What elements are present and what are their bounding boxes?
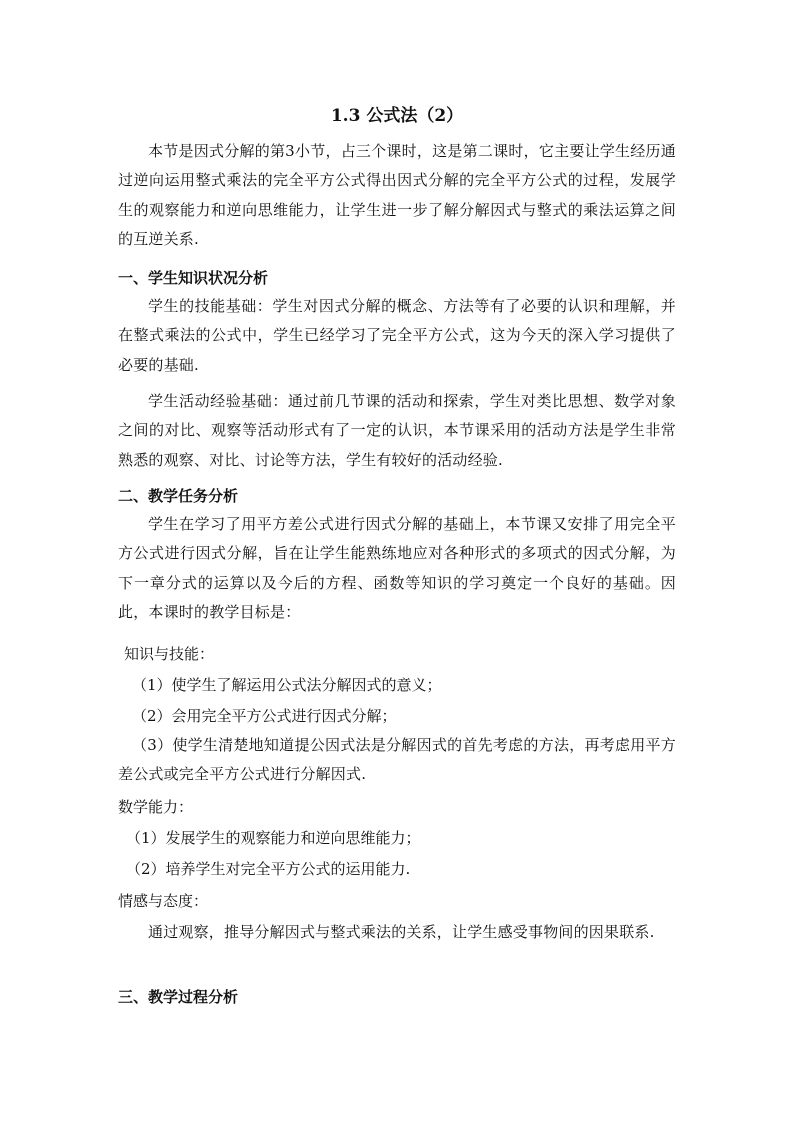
emotion-goal-paragraph: 通过观察，推导分解因式与整式乘法的关系，让学生感受事物间的因果联系.	[148, 923, 655, 941]
math-ability-goal-1: （1）发展学生的观察能力和逆向思维能力；	[126, 829, 421, 847]
section3-heading: 三、教学过程分析	[118, 988, 239, 1006]
section1-heading: 一、学生知识状况分析	[118, 269, 269, 287]
knowledge-skills-label: 知识与技能：	[124, 645, 215, 663]
math-ability-goal-2: （2）培养学生对完全平方公式的运用能力.	[126, 860, 411, 878]
activity-experience-paragraph: 学生活动经验基础：通过前几节课的活动和探索，学生对类比思想、数学对象之间的对比、观察等活动形式有了一定的认识，本节课采用的活动方法是学生非常熟悉的观察、对比、讨论等方法，学生有较好的活动经验.	[118, 392, 676, 469]
section2-heading: 二、教学任务分析	[118, 487, 239, 505]
knowledge-goal-3: （3）使学生清楚地知道提公因式法是分解因式的首先考虑的方法，再考虑用平方差公式或完全平方公式进行分解因式.	[118, 736, 676, 784]
skill-foundation-paragraph: 学生的技能基础：学生对因式分解的概念、方法等有了必要的认识和理解，并在整式乘法的公式中，学生已经学习了完全平方公式，这为今天的深入学习提供了必要的基础.	[118, 297, 676, 374]
document-title: 1.3 公式法（2）	[330, 106, 464, 126]
knowledge-goal-2: （2）会用完全平方公式进行因式分解；	[132, 707, 397, 725]
intro-paragraph: 本节是因式分解的第3小节，占三个课时，这是第二课时，它主要让学生经历通过逆向运用整式乘法的完全平方公式得出因式分解的完全平方公式的过程，发展学生的观察能力和逆向思维能力，让学生进一步了解分解因式与整式的乘法运算之间的互逆关系.	[118, 142, 676, 249]
knowledge-goal-1: （1）使学生了解运用公式法分解因式的意义；	[132, 676, 442, 694]
math-ability-label: 数学能力：	[118, 798, 194, 816]
task-analysis-paragraph: 学生在学习了用平方差公式进行因式分解的基础上，本节课又安排了用完全平方公式进行因式分解，旨在让学生能熟练地应对各种形式的多项式的因式分解，为下一章分式的运算以及今后的方程、函数等知识的学习奠定一个良好的基础。因此，本课时的教学目标是：	[118, 515, 676, 622]
emotion-attitude-label: 情感与态度：	[118, 892, 209, 910]
